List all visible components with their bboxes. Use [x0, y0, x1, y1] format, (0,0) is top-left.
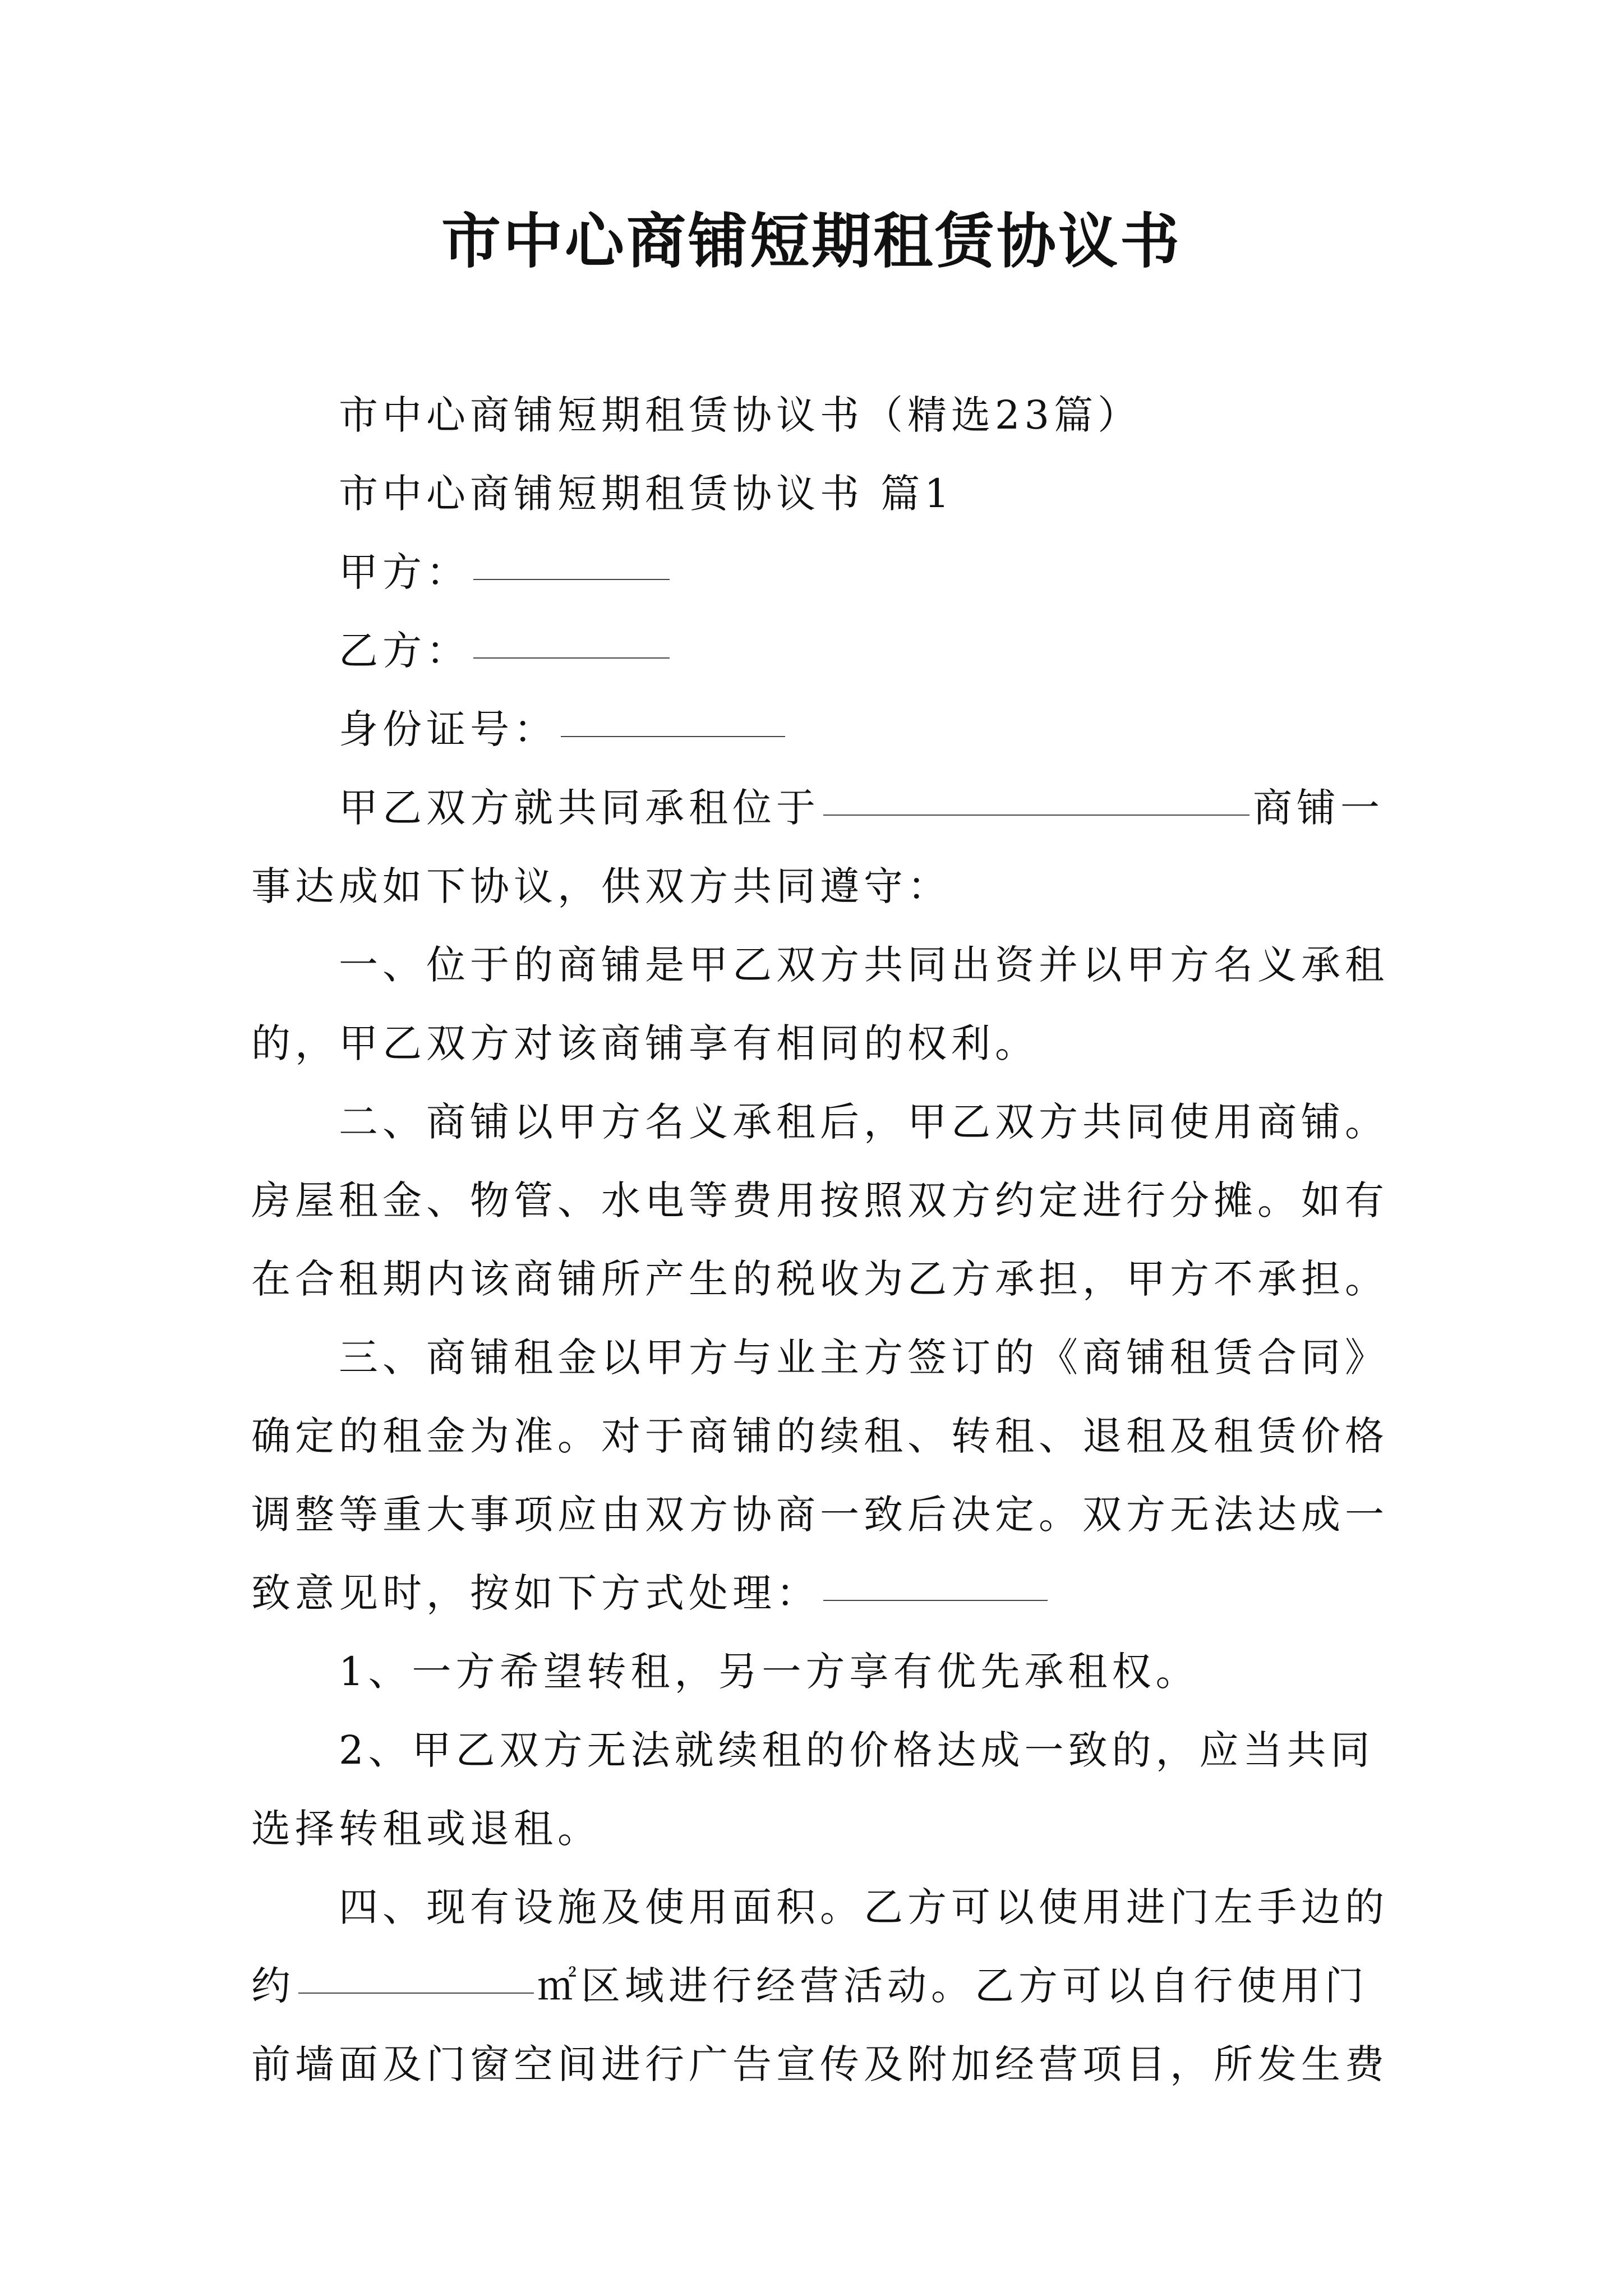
clause3-line-1: 三、商铺租金以甲方与业主方签订的《商铺租赁合同》 — [339, 1335, 1389, 1381]
clause3-line-4-text: 致意见时，按如下方式处理： — [251, 1570, 820, 1616]
clause4-line-2-a: 约 — [251, 1963, 295, 2009]
clause3-line-2: 确定的租金为准。对于商铺的续租、转租、退租及租赁价格 — [251, 1413, 1389, 1459]
clause4-line-2 — [251, 1947, 1378, 2025]
id-number-label: 身份证号： — [339, 706, 557, 752]
clause2-line-2: 房屋租金、物管、水电等费用按照双方约定进行分摊。如有 — [251, 1177, 1389, 1223]
id-number-field — [251, 690, 1378, 769]
section-heading: 市中心商铺短期租赁协议书 篇1 — [339, 471, 954, 517]
subclause-2-line-2: 选择转租或退租。 — [251, 1806, 601, 1852]
party-b-blank — [473, 657, 670, 659]
clause1-line-1: 一、位于的商铺是甲乙双方共同出资并以甲方名义承租 — [339, 942, 1389, 988]
clause4-line-3: 前墙面及门窗空间进行广告宣传及附加经营项目，所发生费 — [251, 2041, 1389, 2087]
location-blank — [823, 814, 1249, 816]
clause2-line-3: 在合租期内该商铺所产生的税收为乙方承担，甲方不承担。 — [251, 1256, 1389, 1302]
id-number-blank — [561, 735, 785, 737]
intro-line-1 — [251, 769, 1384, 847]
subclause-2-line-1: 2、甲乙双方无法就续租的价格达成一致的，应当共同 — [339, 1727, 1375, 1773]
party-b-field — [251, 611, 1378, 690]
document-body — [251, 376, 1389, 2104]
handling-method-blank — [823, 1599, 1048, 1601]
subclause-1: 1、一方希望转租，另一方享有优先承租权。 — [339, 1649, 1200, 1695]
clause2-line-1: 二、商铺以甲方名义承租后，甲乙双方共同使用商铺。 — [339, 1099, 1389, 1145]
party-a-blank — [473, 578, 670, 580]
area-blank — [298, 1992, 534, 1994]
clause1-line-2: 的，甲乙双方对该商铺享有相同的权利。 — [251, 1020, 1039, 1066]
party-b-label: 乙方： — [339, 628, 470, 674]
clause4-line-2-b: ㎡区域进行经营活动。乙方可以自行使用门 — [537, 1963, 1368, 2009]
document-subtitle: 市中心商铺短期租赁协议书（精选23篇） — [339, 392, 1142, 438]
party-a-field — [251, 533, 1378, 611]
intro-text-b: 商铺一 — [1253, 785, 1384, 831]
clause3-line-3: 调整等重大事项应由双方协商一致后决定。双方无法达成一 — [251, 1492, 1389, 1538]
party-a-label: 甲方： — [339, 549, 470, 595]
clause4-line-1: 四、现有设施及使用面积。乙方可以使用进门左手边的 — [339, 1884, 1389, 1930]
intro-line-2: 事达成如下协议，供双方共同遵守： — [251, 863, 951, 909]
clause3-line-4 — [251, 1554, 1378, 1632]
document-title: 市中心商铺短期租赁协议书 — [441, 206, 1182, 276]
intro-text-a: 甲乙双方就共同承租位于 — [339, 785, 820, 831]
